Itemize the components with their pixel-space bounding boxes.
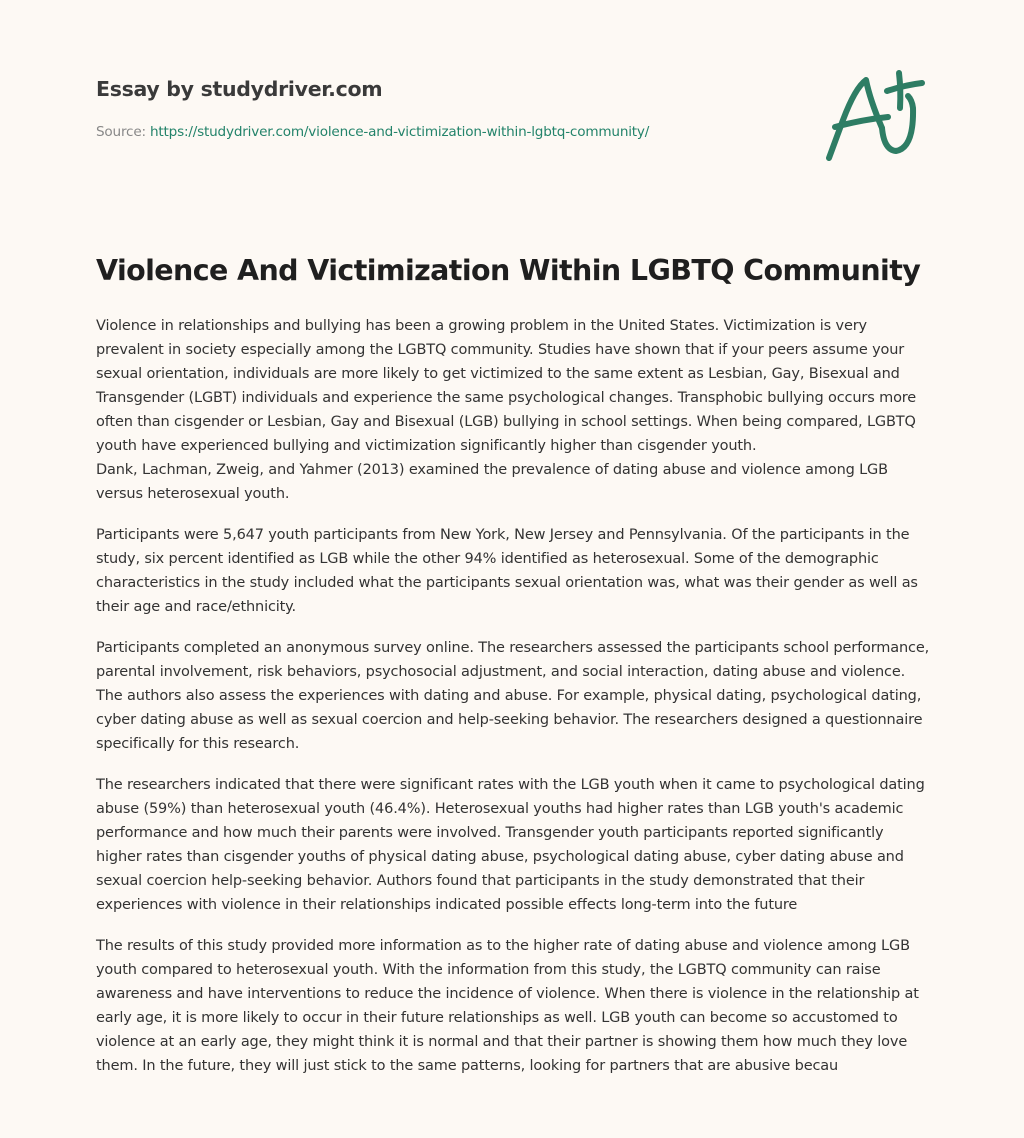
paragraph-text: Dank, Lachman, Zweig, and Yahmer (2013) examined the prevalence of dating abuse and violence among LGB versus heterosexual youth. bbox=[96, 462, 888, 502]
paragraph-text: Violence in relationships and bullying has been a growing problem in the United States. Victimization is very prevalent in society especially among the LGBTQ community. Studies have shown that if your peers assume your sexual orientation, individuals are more likely to get victimized to the same extent as Lesbian, Gay, Bisexual and Transgender (LGBT) individuals and experience the same psychological changes. Transphobic bullying occurs more often than cisgender or Lesbian, Gay and Bisexual (LGB) bullying in school settings. When being compared, LGBTQ youth have experienced bullying and victimization significantly higher than cisgender youth. bbox=[96, 318, 917, 454]
source-link[interactable]: https://studydriver.com/violence-and-victimization-within-lgbtq-community/ bbox=[150, 124, 650, 140]
paragraph bbox=[96, 314, 932, 506]
site-brand: Essay by studydriver.com bbox=[96, 77, 383, 101]
essay-body bbox=[96, 314, 932, 1095]
source-line bbox=[96, 124, 649, 140]
essay-title: Violence And Victimization Within LGBTQ Community bbox=[96, 254, 921, 287]
paragraph: Participants were 5,647 youth participants from New York, New Jersey and Pennsylvania. Of the participants in the study, six percent identified as LGB while the other 94% identified as heterosexual. Some of the demographic characteristics in the study included what the participants sexual orientation was, what was their gender as well as their age and race/ethnicity. bbox=[96, 527, 918, 615]
paragraph: The results of this study provided more information as to the higher rate of dating abuse and violence among LGB youth compared to heterosexual youth. With the information from this study, the LGBTQ community can raise awareness and have interventions to reduce the incidence of violence. When there is violence in the relationship at early age, it is more likely to occur in their future relationships as well. LGB youth can become so accustomed to violence at an early age, they might think it is normal and that their partner is showing them how much they love them. In the future, they will just stick to the same patterns, looking for partners that are abusive becau bbox=[96, 938, 919, 1074]
paragraph: The researchers indicated that there were significant rates with the LGB youth when it came to psychological dating abuse (59%) than heterosexual youth (46.4%). Heterosexual youths had higher rates than LGB youth's academic performance and how much their parents were involved. Transgender youth participants reported significantly higher rates than cisgender youths of physical dating abuse, psychological dating abuse, cyber dating abuse and sexual coercion help-seeking behavior. Authors found that participants in the study demonstrated that their experiences with violence in their relationships indicated possible effects long-term into the future bbox=[96, 777, 925, 913]
paragraph: Participants completed an anonymous survey online. The researchers assessed the participants school performance, parental involvement, risk behaviors, psychosocial adjustment, and social interaction, dating abuse and violence. The authors also assess the experiences with dating and abuse. For example, physical dating, psychological dating, cyber dating abuse as well as sexual coercion and help-seeking behavior. The researchers designed a questionnaire specifically for this research. bbox=[96, 640, 930, 752]
a-plus-logo-icon bbox=[810, 60, 940, 170]
source-label: Source: bbox=[96, 124, 150, 140]
